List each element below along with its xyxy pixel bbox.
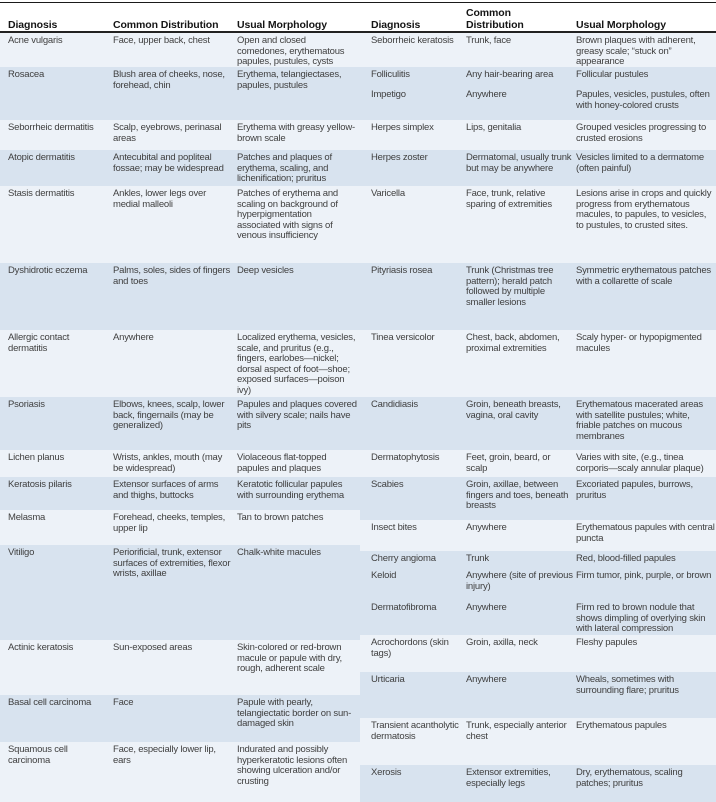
morphology-cell: Grouped vesicles progressing to crusted erosions [576,122,707,144]
diagnosis-cell: Folliculitis [371,69,410,80]
morphology-cell: Fleshy papules [576,637,638,648]
table-row [0,263,360,330]
table-row [360,600,716,635]
morphology-cell: Firm red to brown nodule that shows dimpling of overlying skin with lateral compression [576,602,706,634]
morphology-cell: Erythematous macerated areas with satellite pustules; white, friable patches on mucous membranes [576,399,703,442]
morphology-cell: Red, blood-filled papules [576,553,676,564]
distribution-cell: Face, trunk, relative sparing of extremities [466,188,552,210]
distribution-cell: Palms, soles, sides of fingers and toes [113,265,231,287]
morphology-cell: Violaceous flat-topped papules and plaques [237,452,327,474]
table-row [360,520,716,551]
distribution-cell: Dermatomal, usually trunk but may be anywhere [466,152,572,174]
distribution-cell: Antecubital and popliteal fossae; may be widespread [113,152,224,174]
morphology-cell: Papules, vesicles, pustules, often with honey-colored crusts [576,89,710,111]
morphology-cell: Papule with pearly, telangiectatic border on sun-damaged skin [237,697,352,729]
distribution-cell: Groin, axillae, between fingers and toes, beneath breasts [466,479,569,511]
table-row [360,33,716,67]
table-row [360,186,716,263]
diagnosis-cell: Rosacea [8,69,45,80]
distribution-cell: Forehead, cheeks, temples, upper lip [113,512,226,534]
diagnosis-cell: Acne vulgaris [8,35,63,46]
diagnosis-cell: Herpes simplex [371,122,434,133]
morphology-cell: Vesicles limited to a dermatome (often painful) [576,152,704,174]
diagnosis-cell: Dermatophytosis [371,452,440,463]
distribution-cell: Anywhere [466,89,507,100]
morphology-cell: Patches and plaques of erythema, scaling, and lichenification; pruritus [237,152,332,184]
table-row [360,718,716,765]
diagnosis-cell: Impetigo [371,89,406,100]
table-row [360,568,716,600]
morphology-cell: Firm tumor, pink, purple, or brown [576,570,712,581]
table-row [360,330,716,397]
distribution-cell: Any hair-bearing area [466,69,554,80]
morphology-cell: Erythema with greasy yellow-brown scale [237,122,355,144]
column-header-diagnosis-right: Diagnosis [371,18,421,31]
diagnosis-cell: Urticaria [371,674,405,685]
diagnosis-table-right [360,33,716,802]
diagnosis-cell: Varicella [371,188,405,199]
morphology-cell: Keratotic follicular papules with surrounding erythema [237,479,344,501]
morphology-cell: Deep vesicles [237,265,294,276]
table-row [360,67,716,87]
diagnosis-cell: Keratosis pilaris [8,479,72,490]
diagnosis-cell: Transient acantholytic dermatosis [371,720,459,742]
distribution-cell: Trunk, especially anterior chest [466,720,567,742]
table-row [0,545,360,640]
distribution-cell: Anywhere [466,602,507,613]
distribution-cell: Blush area of cheeks, nose, forehead, chin [113,69,225,91]
diagnosis-cell: Dermatofibroma [371,602,437,613]
distribution-cell: Periorificial, trunk, extensor surfaces of extremities, flexor wrists, axillae [113,547,231,579]
column-header-distribution-left: Common Distribution [113,18,219,31]
diagnosis-cell: Squamous cell carcinoma [8,744,68,766]
distribution-cell: Anywhere [466,522,507,533]
distribution-cell: Sun-exposed areas [113,642,192,653]
table-row [360,635,716,672]
morphology-cell: Dry, erythematous, scaling patches; pruritus [576,767,683,789]
diagnosis-cell: Tinea versicolor [371,332,435,343]
distribution-cell: Face, especially lower lip, ears [113,744,216,766]
diagnosis-cell: Psoriasis [8,399,45,410]
table-row [0,640,360,695]
diagnosis-table-left [0,33,360,802]
distribution-cell: Anywhere [113,332,154,343]
distribution-cell: Scalp, eyebrows, perinasal areas [113,122,222,144]
diagnosis-cell: Melasma [8,512,46,523]
table-row [0,330,360,397]
distribution-cell: Face [113,697,134,708]
morphology-cell: Wheals, sometimes with surrounding flare; pruritus [576,674,679,696]
morphology-cell: Excoriated papules, burrows, pruritus [576,479,693,501]
diagnosis-cell: Cherry angioma [371,553,436,564]
table-row [360,120,716,150]
distribution-cell: Lips, genitalia [466,122,522,133]
table-row [0,120,360,150]
morphology-cell: Brown plaques with adherent, greasy scale; “stuck on” appearance [576,35,696,67]
morphology-cell: Papules and plaques covered with silvery scale; nails have pits [237,399,357,431]
table-row [0,67,360,120]
table-row [360,150,716,186]
morphology-cell: Tan to brown patches [237,512,324,523]
column-header-distribution-right: Common Distribution [466,7,524,31]
table-row [360,672,716,718]
diagnosis-cell: Keloid [371,570,397,581]
morphology-cell: Lesions arise in crops and quickly progress from erythematous macules, to papules, to vesicles, to pustules, to crusted sites. [576,188,712,231]
morphology-cell: Erythema, telangiectases, papules, pustules [237,69,342,91]
diagnosis-cell: Pityriasis rosea [371,265,433,276]
distribution-cell: Feet, groin, beard, or scalp [466,452,551,474]
distribution-cell: Groin, beneath breasts, vagina, oral cavity [466,399,561,421]
morphology-cell: Indurated and possibly hyperkeratotic lesions often showing ulceration and/or crusting [237,744,348,787]
diagnosis-cell: Insect bites [371,522,417,533]
morphology-cell: Chalk-white macules [237,547,321,558]
column-header-morphology-right: Usual Morphology [576,18,666,31]
diagnosis-cell: Stasis dermatitis [8,188,75,199]
morphology-cell: Open and closed comedones, erythematous papules, pustules, cysts [237,35,345,67]
table-row [360,87,716,120]
diagnosis-cell: Herpes zoster [371,152,428,163]
column-header-morphology-left: Usual Morphology [237,18,327,31]
table-row [360,397,716,450]
table-row [360,765,716,802]
distribution-cell: Elbows, knees, scalp, lower back, fingernails (may be generalized) [113,399,225,431]
table-header [0,3,716,31]
table-row [360,263,716,330]
table-row [0,477,360,510]
distribution-cell: Wrists, ankles, mouth (may be widespread) [113,452,223,474]
morphology-cell: Symmetric erythematous patches with a collarette of scale [576,265,711,287]
distribution-cell: Trunk [466,553,489,564]
diagnosis-cell: Actinic keratosis [8,642,74,653]
diagnosis-cell: Candidiasis [371,399,418,410]
morphology-cell: Patches of erythema and scaling on background of hyperpigmentation associated with signs of venous insufficiency [237,188,339,241]
distribution-cell: Groin, axilla, neck [466,637,538,648]
table-row [0,510,360,545]
diagnosis-cell: Seborrheic dermatitis [8,122,94,133]
morphology-cell: Skin-colored or red-brown macule or papule with dry, rough, adherent scale [237,642,342,674]
morphology-cell: Erythematous papules [576,720,667,731]
column-header-diagnosis-left: Diagnosis [8,18,58,31]
diagnosis-cell: Acrochordons (skin tags) [371,637,449,659]
distribution-cell: Trunk (Christmas tree pattern); herald patch followed by multiple smaller lesions [466,265,554,308]
morphology-cell: Erythematous papules with central puncta [576,522,715,544]
distribution-cell: Anywhere (site of previous injury) [466,570,573,592]
table-row [360,450,716,477]
table-row [0,186,360,263]
morphology-cell: Scaly hyper- or hypopigmented macules [576,332,702,354]
distribution-cell: Ankles, lower legs over medial malleoli [113,188,207,210]
diagnosis-cell: Xerosis [371,767,402,778]
distribution-cell: Face, upper back, chest [113,35,210,46]
table-row [360,551,716,568]
table-row [0,742,360,802]
table-row [0,450,360,477]
diagnosis-cell: Basal cell carcinoma [8,697,92,708]
table-row [0,150,360,186]
diagnosis-cell: Scabies [371,479,404,490]
morphology-cell: Localized erythema, vesicles, scale, and pruritus (e.g., fingers, earlobes—nickel; dorsal aspect of foot—shoe; exposed surfaces—poison ivy) [237,332,356,396]
morphology-cell: Varies with site, (e.g., tinea corporis—scaly annular plaque) [576,452,704,474]
diagnosis-cell: Seborrheic keratosis [371,35,454,46]
diagnosis-cell: Atopic dermatitis [8,152,75,163]
table-row [360,477,716,520]
diagnosis-cell: Vitiligo [8,547,35,558]
distribution-cell: Trunk, face [466,35,511,46]
distribution-cell: Extensor extremities, especially legs [466,767,551,789]
distribution-cell: Chest, back, abdomen, proximal extremities [466,332,560,354]
diagnosis-cell: Lichen planus [8,452,65,463]
distribution-cell: Extensor surfaces of arms and thighs, buttocks [113,479,219,501]
morphology-cell: Follicular pustules [576,69,649,80]
distribution-cell: Anywhere [466,674,507,685]
diagnosis-cell: Allergic contact dermatitis [8,332,70,354]
table-row [0,695,360,742]
diagnosis-cell: Dyshidrotic eczema [8,265,88,276]
table-row [0,33,360,67]
table-row [0,397,360,450]
